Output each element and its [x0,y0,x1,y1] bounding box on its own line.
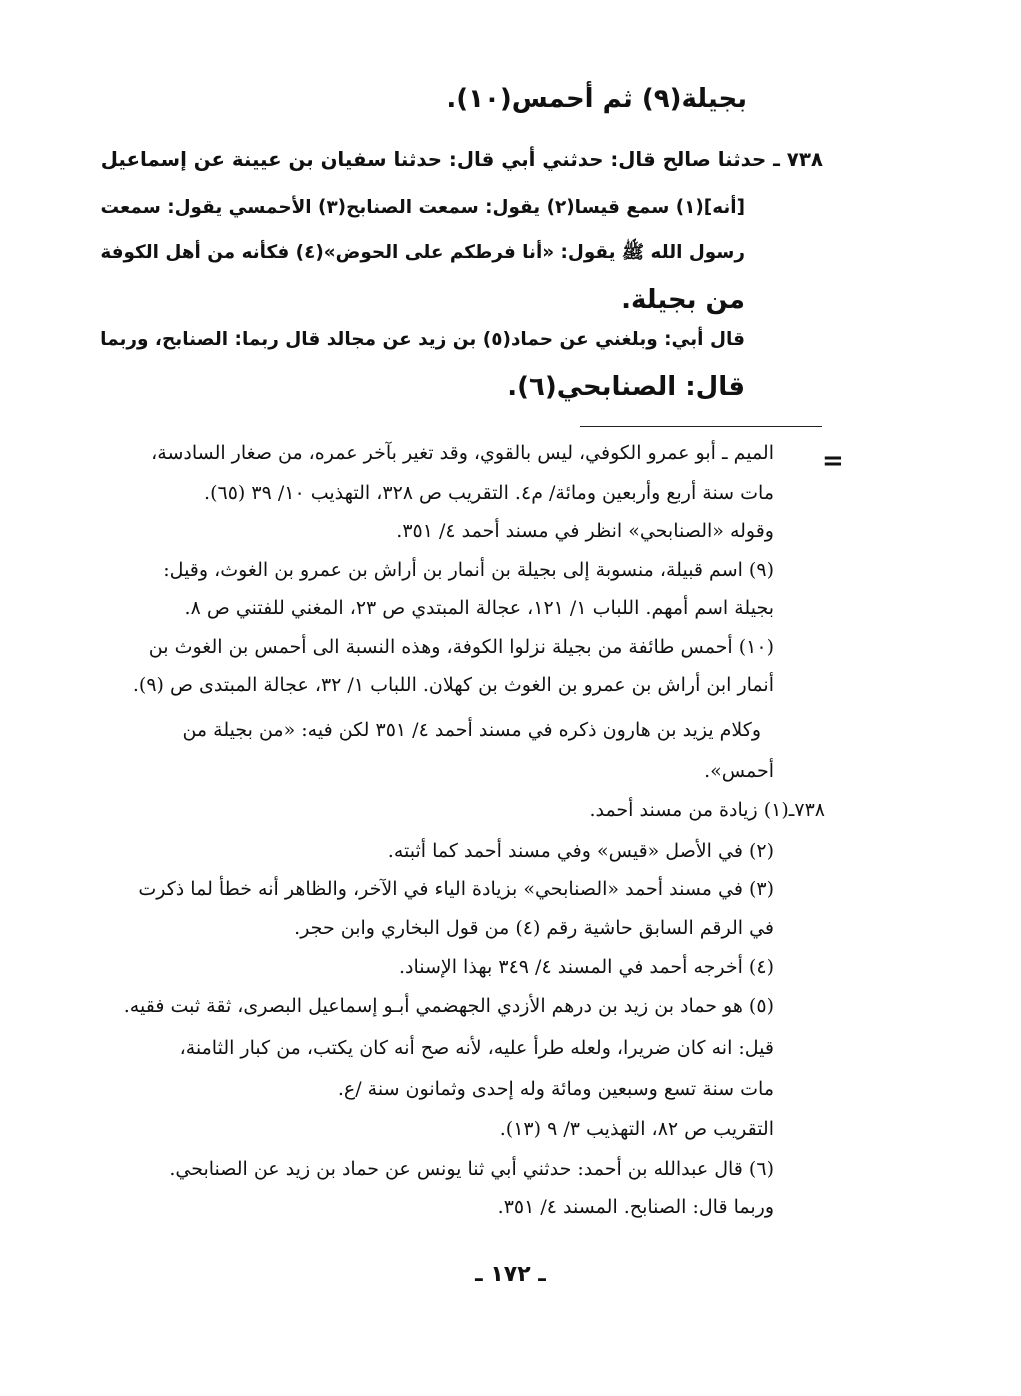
main-text-line-1: بجيلة(٩) ثم أحمس(١٠). [446,84,747,114]
entry-738-line-5: قال أبي: وبلغني عن حماد(٥) بن زيد عن مجالد قال ربما: الصنابح، وربما [100,329,745,350]
footnote-line: أحمس». [704,760,774,782]
footnote-line: (٩) اسم قبيلة، منسوبة إلى بجيلة بن أنمار بن أراش بن عمرو بن الغوث، وقيل: [163,559,774,581]
footnote-line: (٥) هو حماد بن زيد بن درهم الأزدي الجهضمي أبـو إسماعيل البصرى، ثقة ثبت فقيه. [123,995,774,1017]
entry-738-line-2: [أنه](١) سمع قيسا(٢) يقول: سمعت الصنابح(٣) الأحمسي يقول: سمعت [100,197,745,218]
page-number: ـ ١٧٢ ـ [475,1262,546,1287]
footnote-line: وربما قال: الصنابح. المسند ٤/ ٣٥١. [497,1196,774,1218]
continuation-mark: = [822,446,844,476]
footnote-line: مات سنة أربع وأربعين ومائة/ م٤. التقريب ص ٣٢٨، التهذيب ١٠/ ٣٩ (٦٥). [204,482,774,504]
entry-738-line-3: رسول الله ﷺ يقول: «أنا فرطكم على الحوض»(٤) فكأنه من أهل الكوفة [100,242,745,263]
footnote-line: (٣) في مسند أحمد «الصنابحي» بزيادة الياء في الآخر، والظاهر أنه خطأ لما ذكرت [138,878,774,900]
footnote-line: قيل: انه كان ضريرا، ولعله طرأ عليه، لأنه صح أنه كان يكتب، من كبار الثامنة، [179,1037,774,1059]
footnote-line: وكلام يزيد بن هارون ذكره في مسند أحمد ٤/ ٣٥١ لكن فيه: «من بجيلة من [182,719,761,741]
footnote-line: بجيلة اسم أمهم. اللباب ١/ ١٢١، عجالة المبتدي ص ٢٣، المغني للفتني ص ٨. [184,597,774,619]
footnote-line: (١٠) أحمس طائفة من بجيلة نزلوا الكوفة، وهذه النسبة الى أحمس بن الغوث بن [148,636,774,658]
footnote-separator [580,426,822,427]
footnote-line: ٧٣٨ـ(١) زيادة من مسند أحمد. [589,799,825,821]
footnote-line: (٦) قال عبدالله بن أحمد: حدثني أبي ثنا يونس عن حماد بن زيد عن الصنابحي. [169,1158,774,1180]
footnote-line: التقريب ص ٨٢، التهذيب ٣/ ٩ (١٣). [499,1118,774,1140]
footnote-line: مات سنة تسع وسبعين ومائة وله إحدى وثمانون سنة /ع. [337,1078,774,1100]
footnote-line: الميم ـ أبو عمرو الكوفي، ليس بالقوي، وقد تغير بآخر عمره، من صغار السادسة، [151,442,774,464]
entry-738-line-4: من بجيلة. [621,285,745,315]
footnote-line: أنمار ابن أراش بن عمرو بن الغوث بن كهلان. اللباب ١/ ٣٢، عجالة المبتدى ص (٩). [132,674,774,696]
footnote-line: وقوله «الصنابحي» انظر في مسند أحمد ٤/ ٣٥١. [396,520,774,542]
entry-738-line-6: قال: الصنابحي(٦). [507,372,745,402]
footnote-line: (٤) أخرجه أحمد في المسند ٤/ ٣٤٩ بهذا الإسناد. [398,956,774,978]
entry-738-line-1: ٧٣٨ ـ حدثنا صالح قال: حدثني أبي قال: حدثنا سفيان بن عيينة عن إسماعيل [100,148,823,171]
footnote-line: في الرقم السابق حاشية رقم (٤) من قول البخاري وابن حجر. [294,917,774,939]
footnote-line: (٢) في الأصل «قيس» وفي مسند أحمد كما أثبته. [387,840,774,862]
